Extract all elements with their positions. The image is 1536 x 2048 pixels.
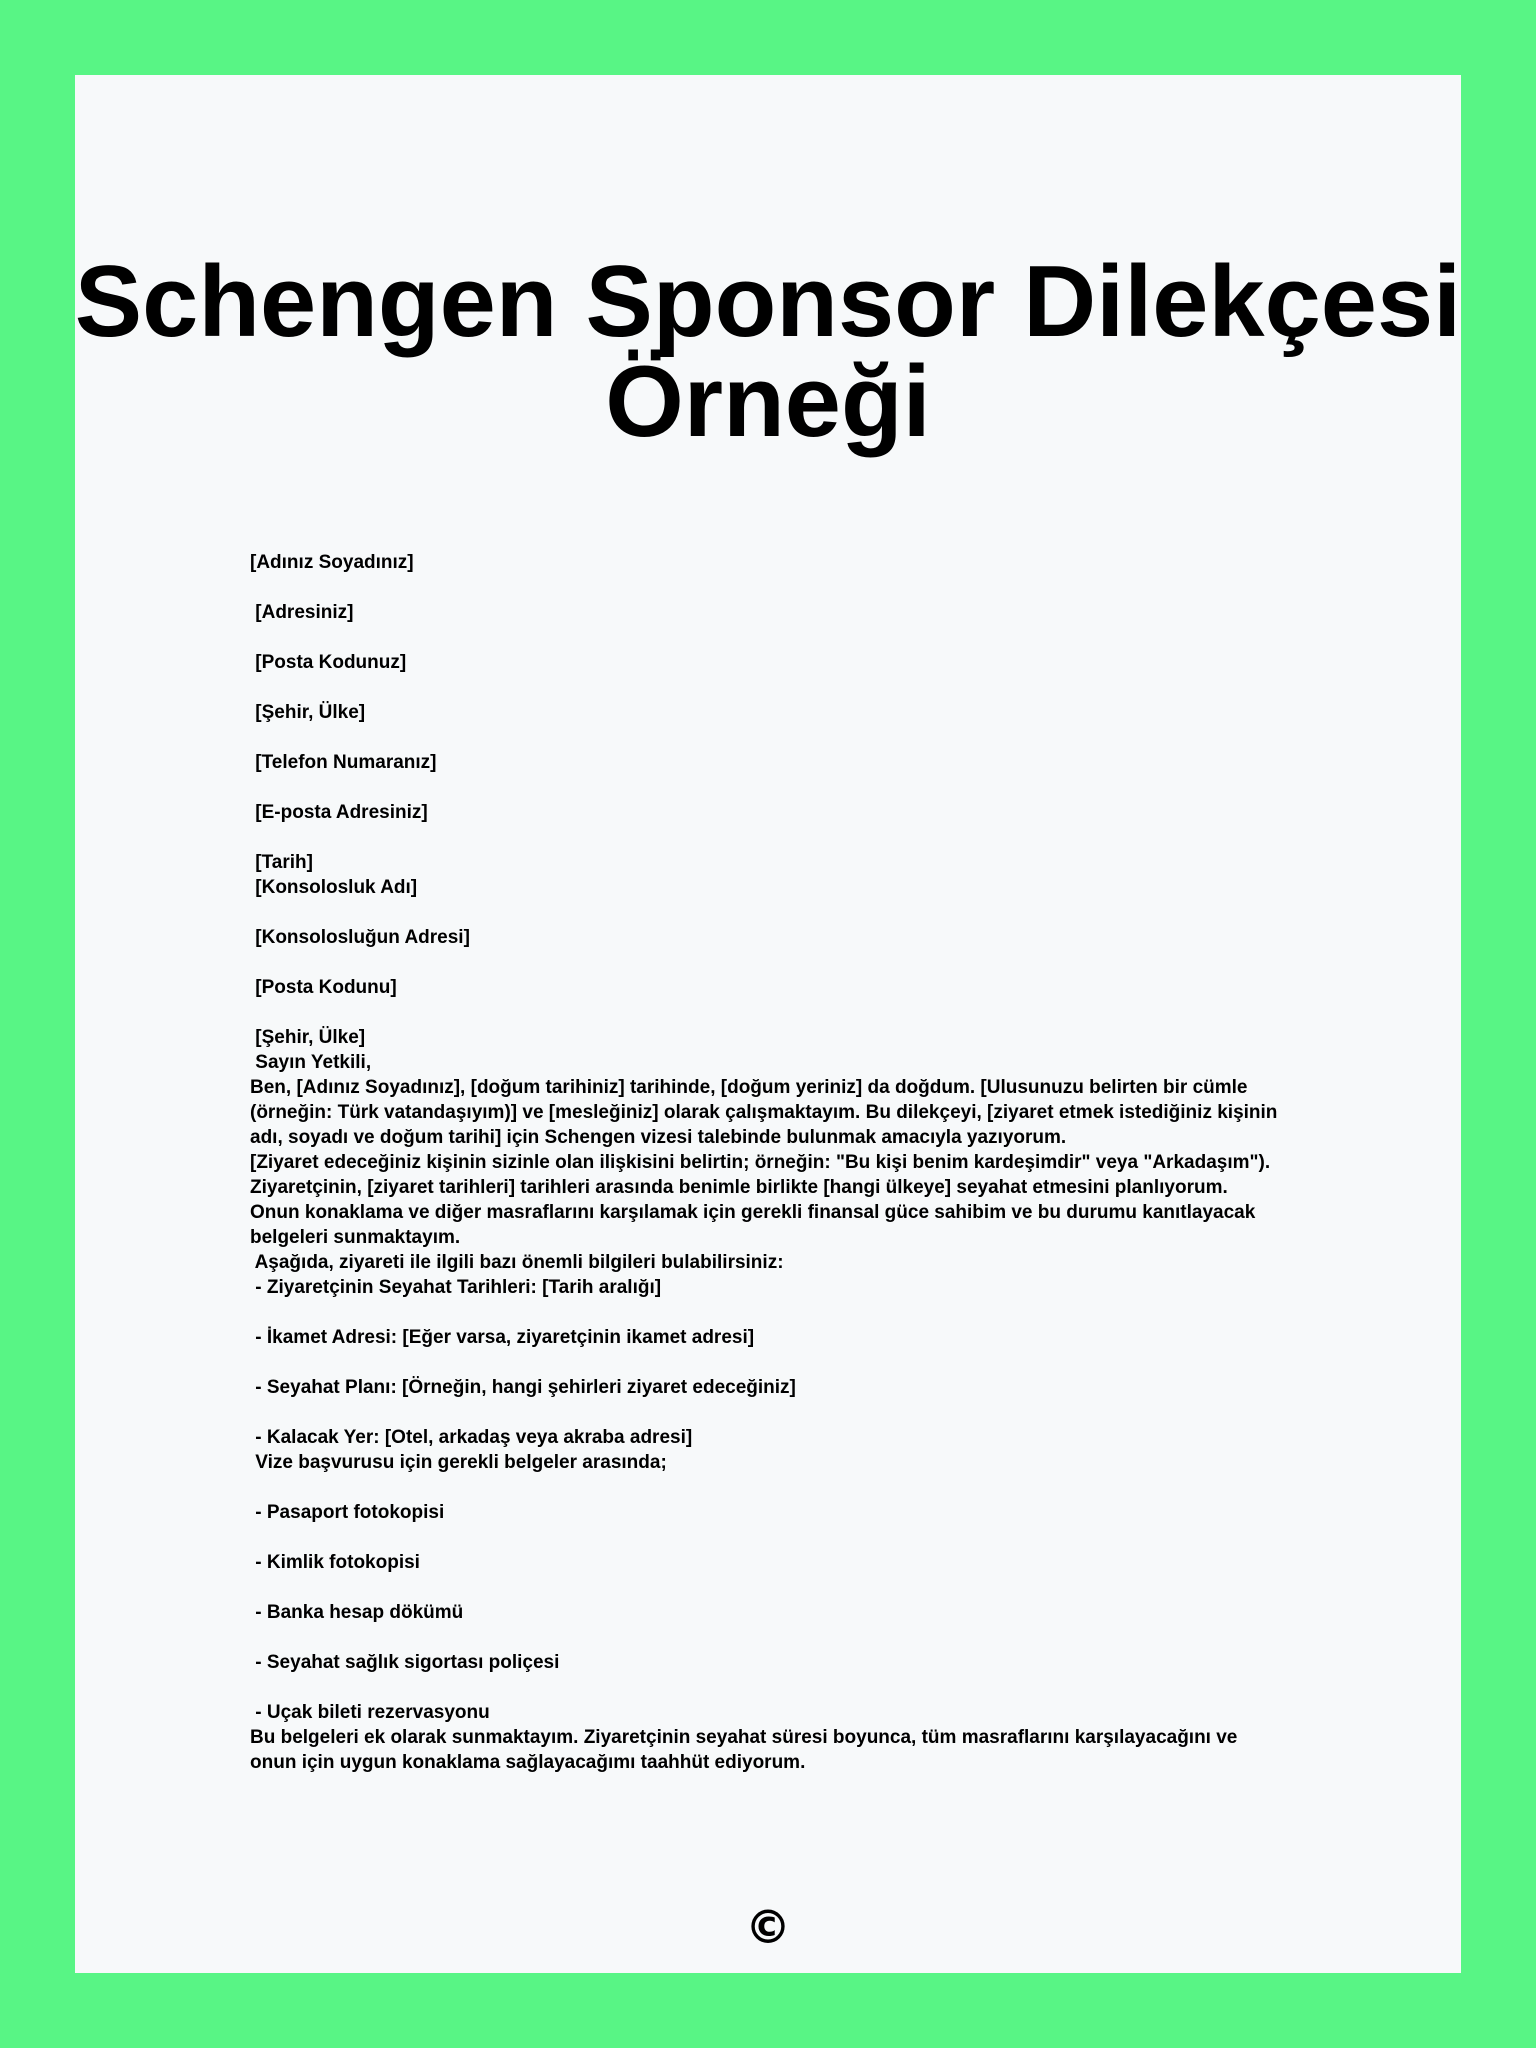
sender-address: [Adresiniz] [250, 602, 354, 623]
consulate-postal-code: [Posta Kodunu] [250, 977, 397, 998]
list-item: - Ziyaretçinin Seyahat Tarihleri: [Tarih aralığı] [250, 1277, 662, 1298]
list-item: - Seyahat Planı: [Örneğin, hangi şehirleri ziyaret edeceğiniz] [250, 1377, 796, 1398]
consulate-city-country: [Şehir, Ülke] [250, 1027, 366, 1048]
docs-intro: Vize başvurusu için gerekli belgeler arasında; [250, 1452, 667, 1473]
paragraph-relationship: [Ziyaret edeceğiniz kişinin sizinle olan ilişkisini belirtin; örneğin: "Bu kişi benim kardeşimdir" veya "Arkadaşım"). [250, 1152, 1271, 1173]
paragraph-intro: Ben, [Adınız Soyadınız], [doğum tarihiniz] tarihinde, [doğum yeriniz] da doğdum. [Ulusunuzu belirten bir cümle (örneğin: Türk vatandaşıyım)] ve [mesleğiniz] olarak çalışmaktayım. Bu dilekçeyi, [ziyaret etmek istediğiniz kişinin adı, soyadı ve doğum tarihi] için Schengen vizesi talebinde bulunmak amacıyla yazıyorum. [250, 1077, 1278, 1148]
list-item: - İkamet Adresi: [Eğer varsa, ziyaretçinin ikamet adresi] [250, 1327, 755, 1348]
paragraph-travel-plan: Ziyaretçinin, [ziyaret tarihleri] tarihleri arasında benimle birlikte [hangi ülkeye] seyahat etmesini planlıyorum. Onun konaklama ve diğer masraflarını karşılamak için gerekli finansal güce sahibim ve bu durumu kanıtlayacak belgeleri sunmaktayım. [250, 1177, 1256, 1248]
sender-email: [E-posta Adresiniz] [250, 802, 428, 823]
list-item: - Kimlik fotokopisi [250, 1552, 420, 1573]
list-item: - Pasaport fotokopisi [250, 1502, 445, 1523]
sender-city-country: [Şehir, Ülke] [250, 702, 366, 723]
sender-postal-code: [Posta Kodunuz] [250, 652, 407, 673]
salutation: Sayın Yetkili, [250, 1052, 372, 1073]
consulate-address: [Konsolosluğun Adresi] [250, 927, 470, 948]
document-title: Schengen Sponsor Dilekçesi Örneği [74, 246, 1462, 458]
sender-name: [Adınız Soyadınız] [250, 552, 414, 573]
sender-phone: [Telefon Numaranız] [250, 752, 437, 773]
copyright-icon: © [745, 1900, 791, 1954]
list-item: - Seyahat sağlık sigortası poliçesi [250, 1652, 560, 1673]
paragraph-closing: Bu belgeleri ek olarak sunmaktayım. Ziyaretçinin seyahat süresi boyunca, tüm masraflarını karşılayacağını ve onun için uygun konaklama sağlayacağımı taahhüt ediyorum. [250, 1727, 1238, 1773]
letter-date: [Tarih] [250, 852, 313, 873]
list-item: - Kalacak Yer: [Otel, arkadaş veya akraba adresi] [250, 1427, 693, 1448]
consulate-name: [Konsolosluk Adı] [250, 877, 418, 898]
list-item: - Uçak bileti rezervasyonu [250, 1702, 490, 1723]
letter-body [250, 550, 1280, 1775]
info-intro: Aşağıda, ziyareti ile ilgili bazı önemli bilgileri bulabilirsiniz: [250, 1252, 784, 1273]
list-item: - Banka hesap dökümü [250, 1602, 464, 1623]
